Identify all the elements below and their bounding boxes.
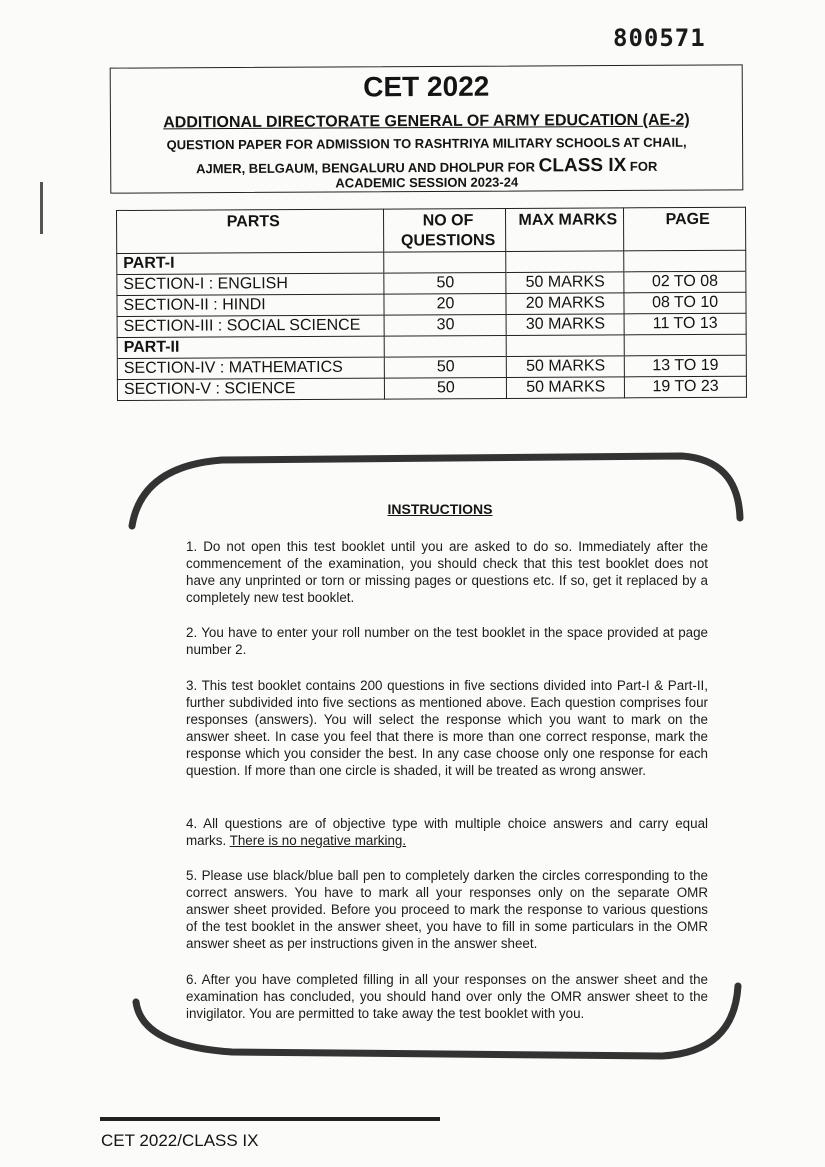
no-negative-marking: There is no negative marking. [229, 833, 407, 848]
max-marks: 50 MARKS [507, 377, 625, 399]
max-marks: 50 MARKS [507, 356, 625, 378]
section-name: SECTION-I : ENGLISH [117, 273, 385, 295]
footer-label: CET 2022/CLASS IX [101, 1131, 259, 1150]
instructions-heading: INSTRUCTIONS [387, 501, 493, 517]
instruction-6: 6. After you have completed filling in all your responses on the answer sheet and the examination has concluded, you should hand over only the OMR answer sheet to the invigilator. You are permitted to take away the test booklet with you. [186, 972, 708, 1021]
directorate-name: ADDITIONAL DIRECTORATE GENERAL OF ARMY EDUCATION (AE-2) [163, 111, 690, 132]
max-marks: 50 MARKS [506, 272, 624, 294]
academic-session: ACADEMIC SESSION 2023-24 [335, 174, 519, 191]
header-questions: NO OF QUESTIONS [384, 208, 506, 252]
page-range: 08 TO 10 [624, 292, 746, 314]
max-marks: 20 MARKS [506, 293, 624, 315]
header-marks: MAX MARKS [506, 208, 624, 252]
question-count: 50 [384, 272, 506, 294]
instruction-5: 5. Please use black/blue ball pen to completely darken the circles corresponding to the correct answers. You have to mark all your responses only on the separate OMR answer sheet provided. Before you proceed to mark the response to various questions of the test booklet in the answer sheet, you have to fill in some particulars in the OMR answer sheet as per instructions given in the answer sheet. [186, 868, 708, 951]
page-range: 02 TO 08 [624, 271, 746, 293]
purpose-line-2-start: AJMER, BELGAUM, BENGALURU AND DHOLPUR FOR [196, 159, 536, 177]
table-row [117, 292, 746, 316]
header-box [110, 64, 744, 193]
question-count: 20 [384, 293, 506, 315]
instruction-1: 1. Do not open this test booklet until you are asked to do so. Immediately after the commencement of the examination, you should check that this test booklet does not have any unprinted or torn or missing pages or questions etc. If so, get it replaced by a completely new test booklet. [186, 539, 708, 605]
serial-number: 800571 [613, 24, 706, 52]
question-count: 50 [385, 356, 507, 378]
part-label: PART-II [117, 336, 385, 358]
header-parts: PARTS [117, 209, 385, 253]
table-header-row [117, 207, 746, 253]
section-name: SECTION-V : SCIENCE [117, 378, 385, 400]
instruction-3: 3. This test booklet contains 200 questions in five sections divided into Part-I & Part-II, further subdivided into five sections as mentioned above. Each question comprises four responses (answers). You will select the response which you want to mark on the answer sheet. In case you feel that there is more than one correct response, mark the response which you consider the best. In any case choose only one response for each question. If more than one circle is shaded, it will be treated as wrong answer. [186, 678, 708, 778]
instruction-4-text: 4. All questions are of objective type with multiple choice answers and carry equal marks. [186, 816, 708, 848]
footer-rule [100, 1117, 440, 1121]
part-label: PART-I [117, 252, 385, 274]
purpose-line-1: QUESTION PAPER FOR ADMISSION TO RASHTRIYA MILITARY SCHOOLS AT CHAIL, [166, 134, 687, 153]
section-name: SECTION-II : HINDI [117, 294, 385, 316]
instruction-2: 2. You have to enter your roll number on the test booklet in the space provided at page number 2. [186, 625, 708, 657]
table-row [117, 271, 746, 295]
instruction-4 [186, 815, 708, 849]
max-marks: 30 MARKS [506, 314, 624, 336]
question-count: 50 [385, 377, 507, 399]
page-range: 19 TO 23 [625, 376, 747, 398]
exam-title: CET 2022 [363, 70, 490, 103]
page-range: 11 TO 13 [624, 313, 746, 335]
purpose-line-2-end: FOR [629, 158, 658, 174]
section-name: SECTION-IV : MATHEMATICS [117, 357, 385, 379]
header-page: PAGE [624, 207, 746, 251]
class-label: CLASS IX [538, 154, 627, 177]
table-row [117, 355, 746, 379]
section-name: SECTION-III : SOCIAL SCIENCE [117, 315, 385, 337]
question-count: 30 [385, 314, 507, 336]
page-range: 13 TO 19 [624, 355, 746, 377]
margin-mark [40, 182, 43, 234]
parts-table [116, 207, 747, 401]
table-row [117, 376, 746, 400]
